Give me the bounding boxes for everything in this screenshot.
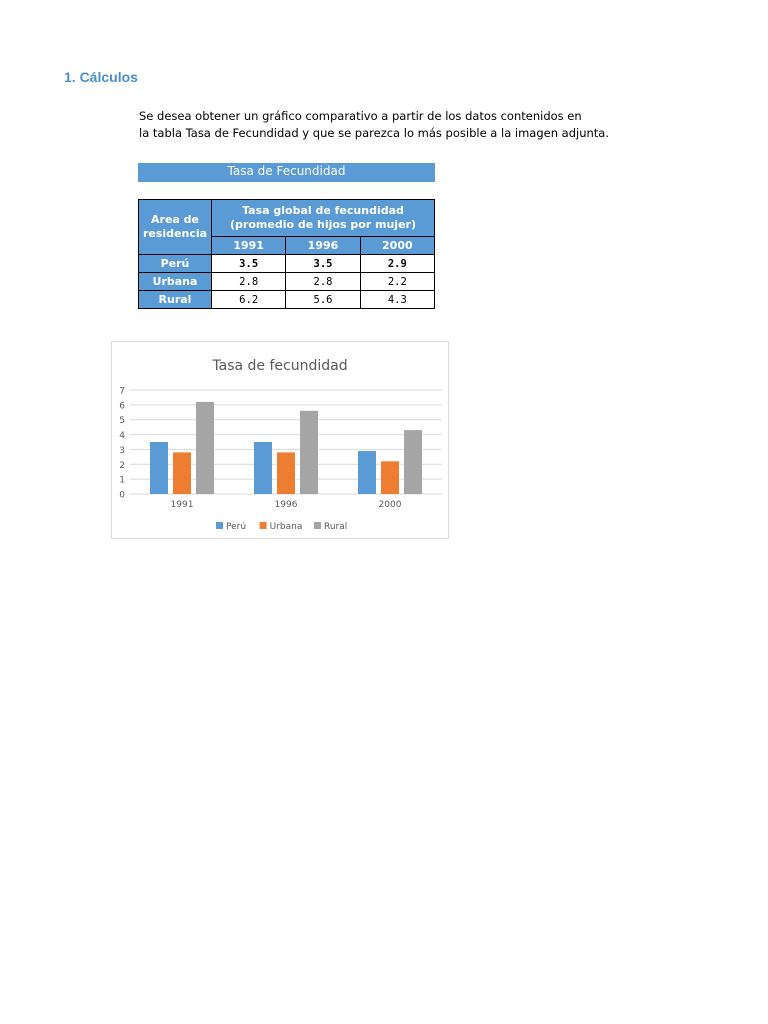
row-label: Rural	[139, 291, 212, 309]
bar	[358, 451, 376, 494]
bar	[277, 452, 295, 494]
table-cell: 3.5	[286, 255, 360, 273]
x-tick-label: 1991	[170, 500, 194, 510]
table-cell: 2.9	[360, 255, 434, 273]
legend-label: Rural	[324, 522, 348, 532]
table-cell: 2.2	[360, 273, 434, 291]
legend-swatch	[314, 522, 321, 529]
table-row	[139, 273, 435, 291]
x-tick-label: 2000	[378, 500, 402, 510]
intro-paragraph	[139, 108, 639, 142]
bar	[254, 442, 272, 494]
y-tick-label: 1	[119, 475, 125, 486]
year-header: 1996	[286, 237, 360, 255]
table-cell: 4.3	[360, 291, 434, 309]
table-cell: 2.8	[212, 273, 286, 291]
fertility-chart	[111, 341, 449, 539]
legend-label: Urbana	[269, 522, 303, 532]
y-tick-label: 5	[119, 416, 125, 427]
y-tick-label: 7	[119, 386, 125, 397]
y-tick-label: 6	[119, 401, 125, 412]
table-title: Tasa de Fecundidad	[138, 163, 435, 182]
table-cell: 5.6	[286, 291, 360, 309]
legend-label: Perú	[226, 522, 247, 532]
bar	[300, 411, 318, 494]
year-header: 2000	[360, 237, 434, 255]
table-cell: 2.8	[286, 273, 360, 291]
table-cell: 6.2	[212, 291, 286, 309]
row-label: Urbana	[139, 273, 212, 291]
table-cell: 3.5	[212, 255, 286, 273]
section-heading: 1. Cálculos	[64, 69, 138, 85]
y-tick-label: 0	[119, 490, 125, 501]
y-tick-label: 2	[119, 460, 125, 471]
rate-header: Tasa global de fecundidad (promedio de hijos por mujer)	[212, 200, 435, 237]
table-row	[139, 255, 435, 273]
chart-title: Tasa de fecundidad	[212, 358, 348, 374]
bar	[381, 461, 399, 494]
area-header: Area de residencia	[139, 200, 212, 255]
fertility-table	[138, 199, 435, 309]
bar	[404, 430, 422, 494]
bar	[173, 452, 191, 494]
x-tick-label: 1996	[274, 500, 298, 510]
bar	[150, 442, 168, 494]
year-header: 1991	[212, 237, 286, 255]
bar	[196, 402, 214, 494]
legend-swatch	[216, 522, 223, 529]
y-tick-label: 4	[119, 431, 125, 442]
chart-canvas	[112, 342, 448, 538]
legend-swatch	[260, 522, 267, 529]
intro-line-1: Se desea obtener un gráfico comparativo a partir de los datos contenidos en	[139, 109, 582, 123]
row-label: Perú	[139, 255, 212, 273]
intro-line-2: la tabla Tasa de Fecundidad y que se parezca lo más posible a la imagen adjunta.	[139, 126, 609, 140]
y-tick-label: 3	[119, 445, 125, 456]
table-row	[139, 291, 435, 309]
